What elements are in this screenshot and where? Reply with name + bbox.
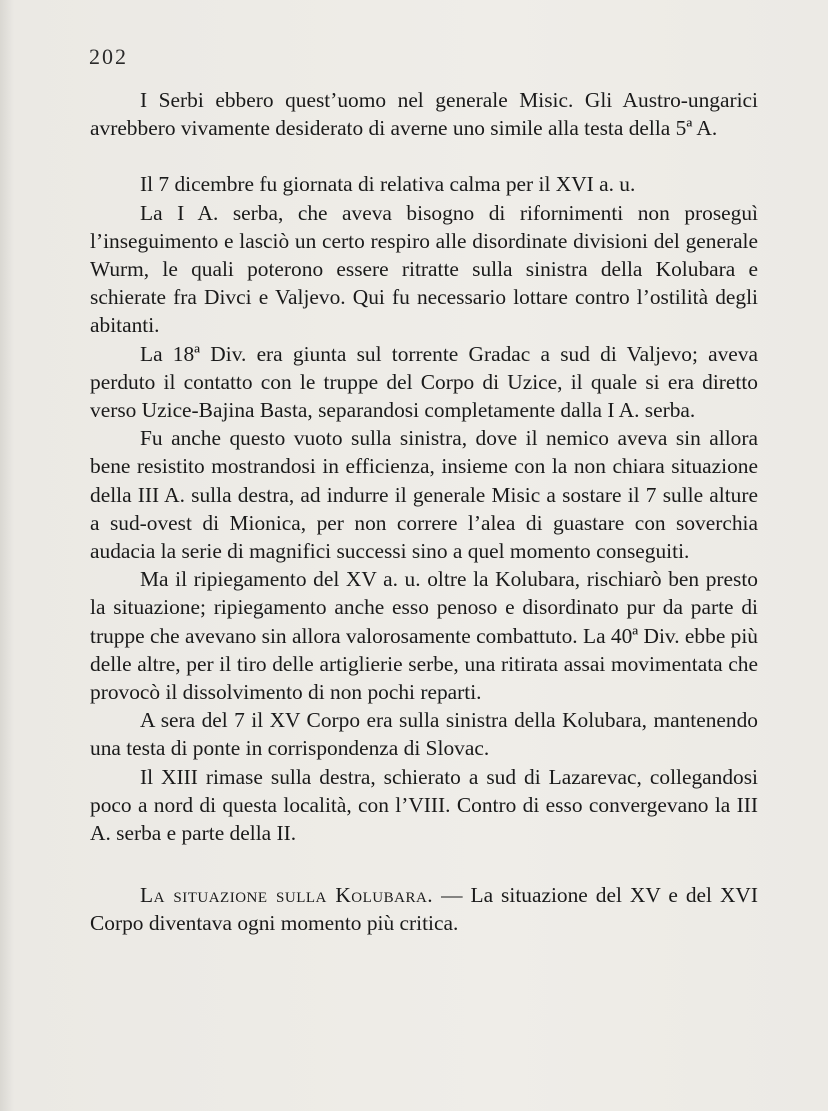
section-heading: La situazione sulla Kolubara. bbox=[140, 883, 434, 908]
section-paragraph bbox=[90, 881, 758, 937]
body-text bbox=[90, 86, 758, 938]
paragraph: I Serbi ebbero quest’uomo nel generale Misic. Gli Austro-ungarici avrebbero vivamente desiderato di averne uno simile alla testa della 5ª A. bbox=[90, 88, 758, 141]
paragraph: Ma il ripiegamento del XV a. u. oltre la Kolubara, rischiarò ben presto la situazione; ripiegamento anche esso penoso e disordinato pur da parte di truppe che avevano sin allora valorosamente combattuto. La 40ª Div. ebbe più delle altre, per il tiro delle artiglierie serbe, una ritirata assai movimentata che provocò il dissolvimento di non pochi reparti. bbox=[90, 567, 758, 705]
paragraph: La 18ª Div. era giunta sul torrente Gradac a sud di Valjevo; aveva perduto il contatto con le truppe del Corpo di Uzice, il quale si era diretto verso Uzice-Bajina Basta, separandosi completamente dalla I A. serba. bbox=[90, 341, 758, 423]
section-text: La situazione del XV e del XVI Corpo diventava ogni momento più critica. bbox=[90, 883, 758, 936]
paragraph: Il 7 dicembre fu giornata di relativa calma per il XVI a. u. bbox=[140, 172, 636, 197]
paragraph: Il XIII rimase sulla destra, schierato a sud di Lazarevac, collegandosi poco a nord di questa località, con l’VIII. Contro di esso convergevano la III A. serba e parte della II. bbox=[90, 764, 758, 846]
section-dash: — bbox=[433, 883, 471, 908]
page-number: 202 bbox=[89, 44, 128, 69]
paragraph: A sera del 7 il XV Corpo era sulla sinistra della Kolubara, mantenendo una testa di ponte in corrispondenza di Slovac. bbox=[90, 708, 758, 761]
paragraph: Fu anche questo vuoto sulla sinistra, dove il nemico aveva sin allora bene resistito mostrandosi in efficienza, insieme con la non chiara situazione della III A. sulla destra, ad indurre il generale Misic a sostare il 7 sulle alture a sud-ovest di Mionica, per non correre l’alea di guastare con soverchia audacia la serie di magnifici successi sino a quel momento conseguiti. bbox=[90, 426, 758, 564]
paragraph: La I A. serba, che aveva bisogno di rifornimenti non proseguì l’inseguimento e lasciò un certo respiro alle disordinate divisioni del generale Wurm, le quali poterono essere ritratte sulla sinistra della Kolubara e schierate fra Divci e Valjevo. Qui fu necessario lottare contro l’ostilità degli abitanti. bbox=[90, 200, 758, 338]
